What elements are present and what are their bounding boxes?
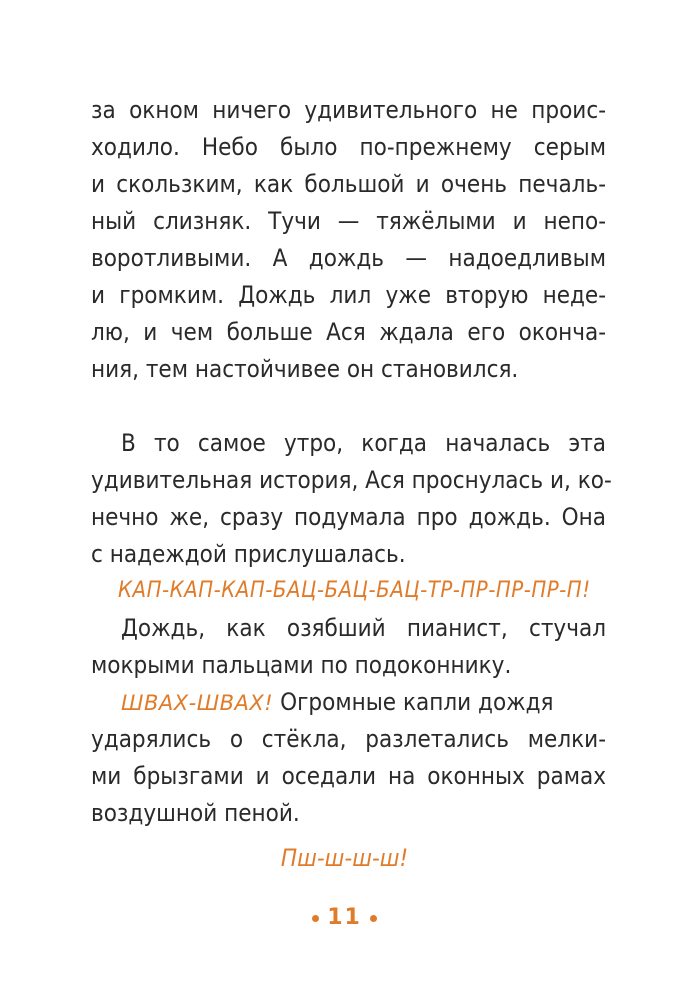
text-line: [121, 684, 606, 720]
text-line: нечно же, сразу подумала про дождь. Она: [91, 503, 606, 531]
bullet-dot-right: [370, 915, 377, 922]
text-line: Дождь, как озябший пианист, стучал: [121, 614, 606, 642]
page-number-value: 11: [327, 905, 362, 930]
text-line: и громким. Дождь лил уже вторую неде-: [91, 281, 606, 309]
text-line: В то самое утро, когда началась эта: [121, 429, 606, 457]
sound-effect-rain: КАП-КАП-КАП-БАЦ-БАЦ-БАЦ-ТР-ПР-ПР-ПР-П!: [118, 578, 591, 603]
page-number: [0, 905, 689, 930]
text-line: мокрыми пальцами по подоконнику.: [91, 651, 512, 679]
text-line: ходило. Небо было по-прежнему серым: [91, 133, 606, 161]
text-line: ударялись о стёкла, разлетались мелки-: [91, 725, 606, 753]
text-fragment: Огромные капли дождя: [273, 688, 554, 716]
text-line: ный слизняк. Тучи — тяжёлыми и непо-: [91, 207, 606, 235]
sound-effect-splash: ШВАХ-ШВАХ!: [121, 691, 274, 715]
text-line: воздушной пеной.: [91, 799, 300, 827]
text-line: с надеждой прислушалась.: [91, 540, 406, 568]
text-line: удивительная история, Ася проснулась и, ко-: [91, 466, 612, 494]
sound-effect-hiss: Пш-ш-ш-ш!: [280, 844, 409, 872]
text-line: ния, тем настойчивее он становился.: [91, 355, 519, 383]
text-line: ми брызгами и оседали на оконных рамах: [91, 762, 606, 790]
text-line: воротливыми. А дождь — надоедливым: [91, 244, 606, 272]
text-line: и скользким, как большой и очень печаль-: [91, 170, 606, 198]
bullet-dot-left: [312, 915, 319, 922]
text-line: за окном ничего удивительного не проис-: [91, 96, 606, 124]
text-line: лю, и чем больше Ася ждала его оконча-: [91, 318, 606, 346]
